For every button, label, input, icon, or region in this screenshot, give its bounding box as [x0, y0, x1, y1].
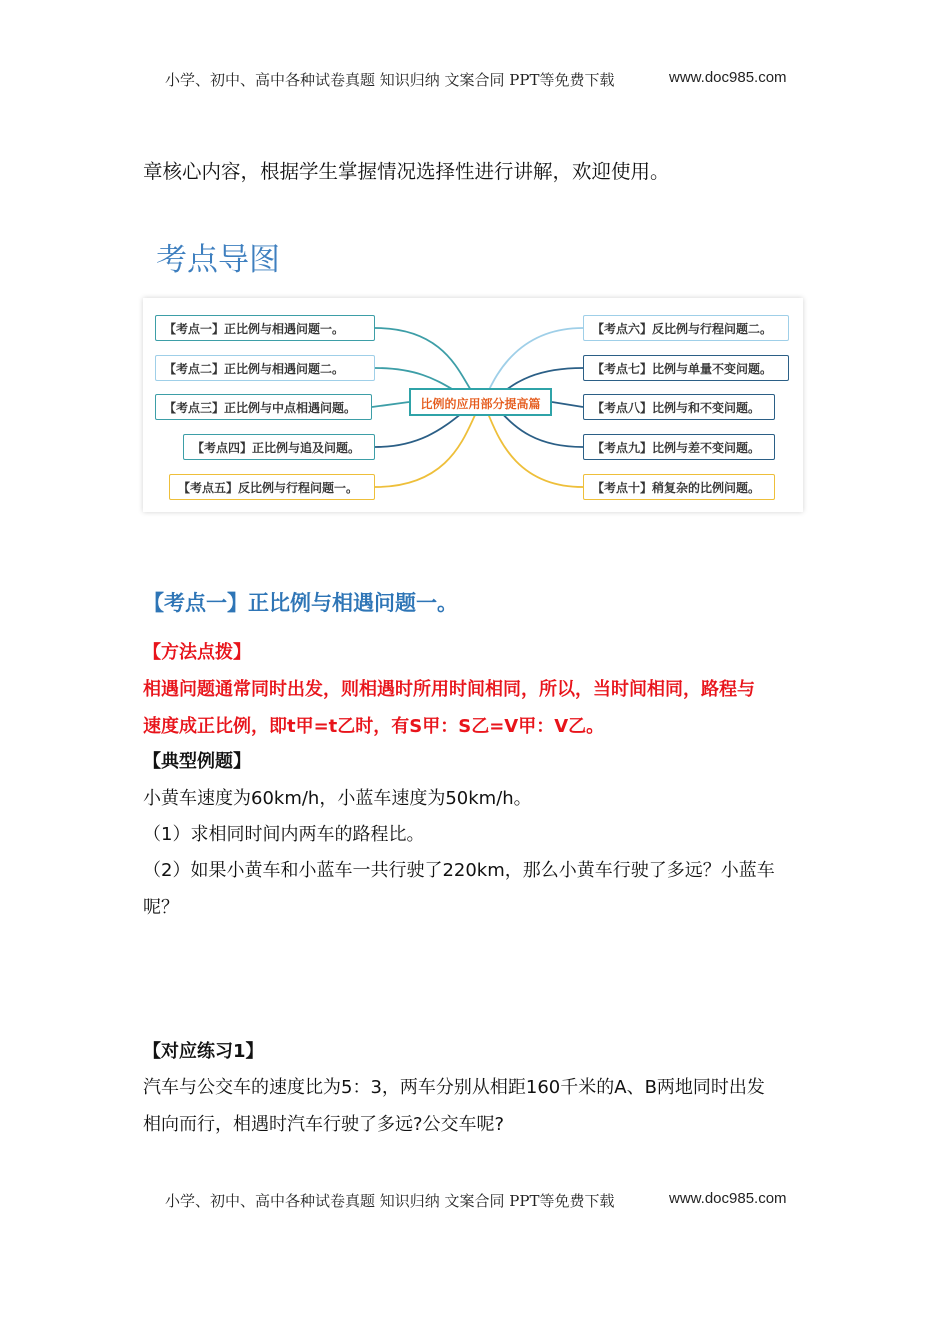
mindmap-node-3[interactable]: 【考点三】正比例与中点相遇问题。: [155, 394, 372, 420]
mindmap-node-4[interactable]: 【考点四】正比例与追及问题。: [183, 434, 375, 460]
example-line-1: 小黄车速度为60km/h，小蓝车速度为50km/h。: [143, 788, 532, 809]
intro-text: 章核心内容，根据学生掌握情况选择性进行讲解，欢迎使用。: [143, 160, 670, 183]
example-line-3: （2）如果小黄车和小蓝车一共行驶了220km，那么小黄车行驶了多远？小蓝车: [143, 860, 775, 881]
mindmap-node-5[interactable]: 【考点五】反比例与行程问题一。: [169, 474, 375, 500]
mindmap-node-10[interactable]: 【考点十】稍复杂的比例问题。: [583, 474, 775, 500]
header-text: 小学、初中、高中各种试卷真题 知识归纳 文案合同 PPT等免费下载: [165, 71, 615, 89]
mindmap-node-6[interactable]: 【考点六】反比例与行程问题二。: [583, 315, 789, 341]
footer-url[interactable]: www.doc985.com: [669, 1190, 787, 1207]
practice-label: 【对应练习1】: [143, 1041, 264, 1062]
practice-line-2: 相向而行，相遇时汽车行驶了多远?公交车呢?: [143, 1114, 505, 1135]
method-line-1: 相遇问题通常同时出发，则相遇时所用时间相同，所以，当时间相同，路程与: [143, 679, 755, 700]
mindmap-node-2[interactable]: 【考点二】正比例与相遇问题二。: [155, 355, 375, 381]
page-header: [0, 69, 950, 93]
mindmap-node-8[interactable]: 【考点八】比例与和不变问题。: [583, 394, 775, 420]
mindmap-node-1[interactable]: 【考点一】正比例与相遇问题一。: [155, 315, 375, 341]
mindmap-node-7[interactable]: 【考点七】比例与单量不变问题。: [583, 355, 789, 381]
connector-r3: [552, 402, 583, 407]
practice-line-1: 汽车与公交车的速度比为5：3，两车分别从相距160千米的A、B两地同时出发: [143, 1077, 765, 1098]
page-footer: [0, 1190, 950, 1214]
footer-text: 小学、初中、高中各种试卷真题 知识归纳 文案合同 PPT等免费下载: [165, 1192, 615, 1210]
section-title: 【考点一】正比例与相遇问题一。: [143, 591, 458, 615]
mindmap: [143, 298, 803, 512]
method-label: 【方法点拨】: [143, 642, 251, 663]
mindmap-node-9[interactable]: 【考点九】比例与差不变问题。: [583, 434, 775, 460]
method-line-2: 速度成正比例，即t甲=t乙时，有S甲：S乙=V甲：V乙。: [143, 716, 605, 737]
example-line-2: （1）求相同时间内两车的路程比。: [143, 824, 425, 845]
mindmap-title: 考点导图: [156, 242, 280, 278]
example-line-4: 呢？: [143, 897, 179, 918]
mindmap-center[interactable]: 比例的应用部分提高篇: [409, 388, 552, 416]
header-url[interactable]: www.doc985.com: [669, 69, 787, 86]
example-label: 【典型例题】: [143, 751, 251, 772]
connector-l3: [372, 402, 409, 407]
